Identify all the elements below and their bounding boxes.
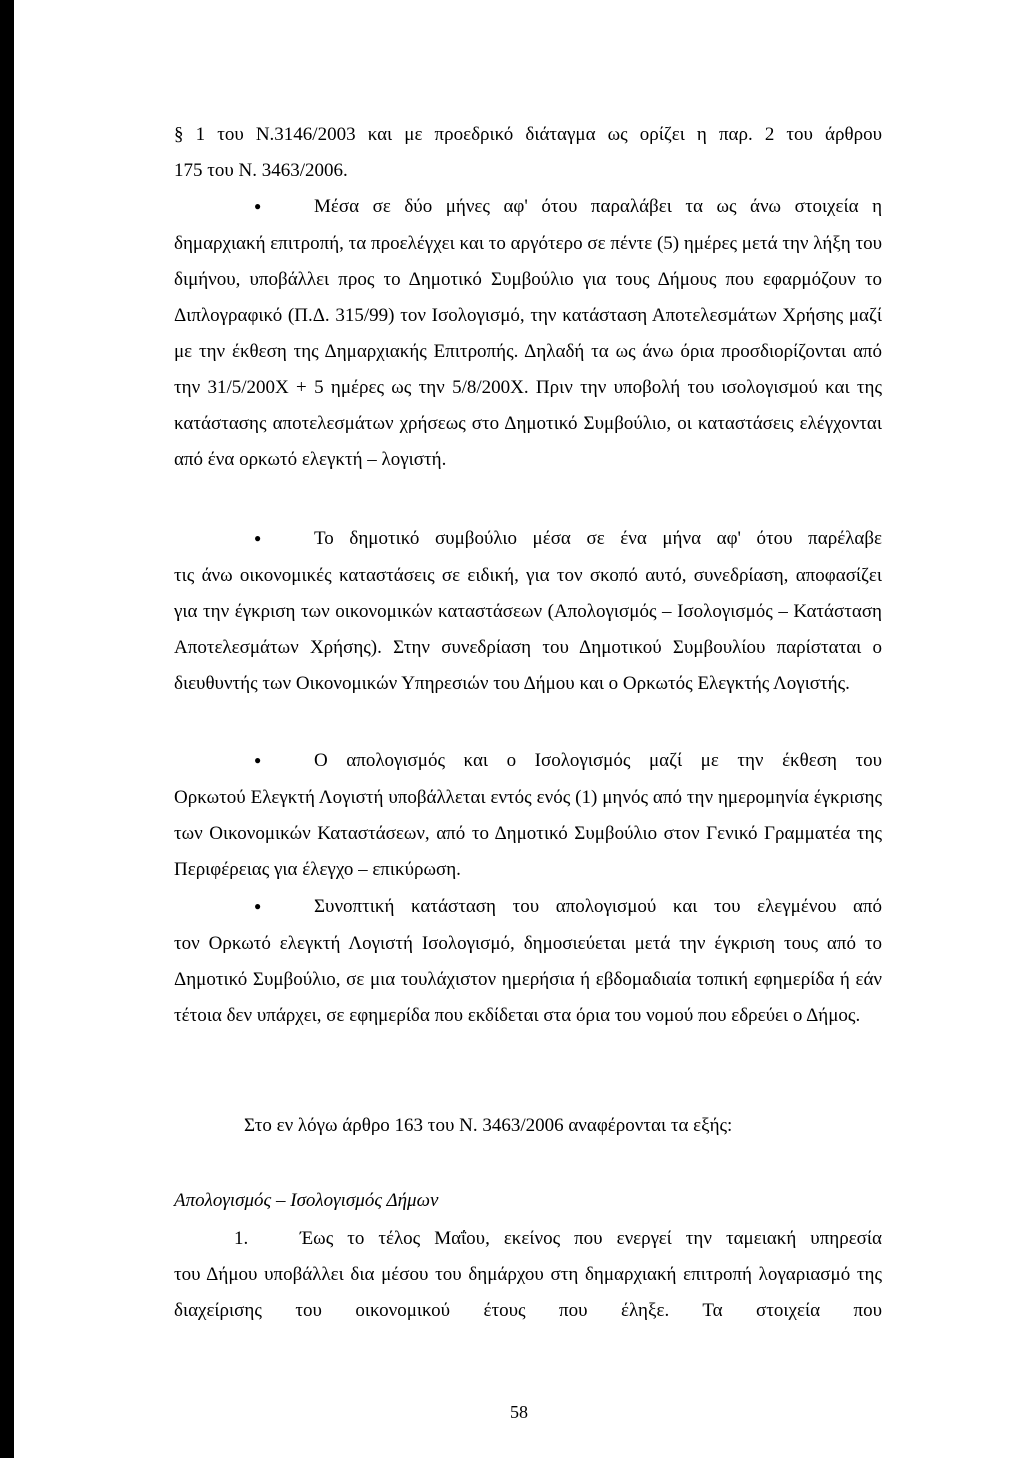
page-number: 58: [510, 1402, 528, 1422]
bullet-1-first-line: Μέσα σε δύο μήνες αφ' ότου παραλάβει τα ως άνω στοιχεία η: [314, 196, 882, 217]
item-1-first-line: Έως το τέλος Μαΐου, εκείνος που ενεργεί την ταμειακή υπηρεσία: [300, 1228, 882, 1249]
numbered-item-1: [174, 1221, 882, 1329]
item-1-number: 1.: [234, 1228, 249, 1249]
bullet-2-first-line: Το δημοτικό συμβούλιο μέσα σε ένα μήνα αφ' ότου παρέλαβε: [314, 528, 882, 549]
bullet-paragraph-3: [174, 743, 882, 888]
bullet-icon: ●: [254, 753, 262, 767]
bullet-icon: ●: [254, 531, 262, 545]
section-heading-block: [174, 1183, 882, 1219]
bullet-4-first-line: Συνοπτική κατάσταση του απολογισμού και του ελεγμένου από: [314, 896, 882, 917]
article-intro: [174, 1108, 882, 1144]
intro-paragraph: [174, 117, 882, 189]
bullet-3-body: Ορκωτού Ελεγκτή Λογιστή υποβάλλεται εντός ενός (1) μηνός από την ημερομηνία έγκρισης των Οικονομικών Καταστάσεων, από το Δημοτικό Συμβούλιο στον Γενικό Γραμματέα της Περιφέρειας για έλεγχο – επικύρωση.: [174, 787, 882, 880]
bullet-1-body: δημαρχιακή επιτροπή, τα προελέγχει και το αργότερο σε πέντε (5) ημέρες μετά την λήξη του διμήνου, υποβάλλει προς το Δημοτικό Συμβούλιο για τους Δήμους που εφαρμόζουν το Διπλογραφικό (Π.Δ. 315/99) τον Ισολογισμό, την κατάσταση Αποτελεσμάτων Χρήσης μαζί με την έκθεση της Δημαρχιακής Επιτροπής. Δηλαδή τα ως άνω όρια προσδιορίζονται από την 31/5/200Χ + 5 ημέρες ως την 5/8/200Χ. Πριν την υποβολή του ισολογισμού και της κατάστασης αποτελεσμάτων χρήσεως στο Δημοτικό Συμβούλιο, οι καταστάσεις ελέγχονται από ένα ορκωτό ελεγκτή – λογιστή.: [174, 233, 882, 470]
item-1-body: του Δήμου υποβάλλει δια μέσου του δημάρχου στη δημαρχιακή επιτροπή λογαριασμό της διαχείρισης του οικονομικού έτους που έληξε. Τα στοιχεία που: [174, 1264, 882, 1321]
section-heading: Απολογισμός – Ισολογισμός Δήμων: [174, 1190, 439, 1211]
article-intro-text: Στο εν λόγω άρθρο 163 του Ν. 3463/2006 αναφέρονται τα εξής:: [244, 1115, 733, 1136]
bullet-paragraph-2: [174, 521, 882, 702]
bullet-2-body: τις άνω οικονομικές καταστάσεις σε ειδική, για τον σκοπό αυτό, συνεδρίαση, αποφασίζει για την έγκριση των οικονομικών καταστάσεων (Απολογισμός – Ισολογισμός – Κατάσταση Αποτελεσμάτων Χρήσης). Στην συνεδρίαση του Δημοτικού Συμβουλίου παρίσταται ο διευθυντής των Οικονομικών Υπηρεσιών του Δήμου και ο Ορκωτός Ελεγκτής Λογιστής.: [174, 565, 882, 694]
bullet-4-body: τον Ορκωτό ελεγκτή Λογιστή Ισολογισμό, δημοσιεύεται μετά την έγκριση τους από το Δημοτικό Συμβούλιο, σε μια τουλάχιστον ημερήσια ή εβδομαδιαία τοπική εφημερίδα ή εάν τέτοια δεν υπάρχει, σε εφημερίδα που εκδίδεται στα όρια του νομού που εδρεύει ο Δήμος.: [174, 933, 882, 1026]
document-page: [14, 0, 1024, 1458]
intro-line-1: § 1 του Ν.3146/2003 και με προεδρικό διάταγμα ως ορίζει η παρ. 2 του άρθρου: [174, 124, 882, 145]
intro-line-2: 175 του Ν. 3463/2006.: [174, 160, 348, 181]
bullet-3-first-line: Ο απολογισμός και ο Ισολογισμός μαζί με την έκθεση του: [314, 750, 882, 771]
bullet-icon: ●: [254, 899, 262, 913]
bullet-paragraph-4: [174, 889, 882, 1034]
bullet-paragraph-1: [174, 189, 882, 478]
bullet-icon: ●: [254, 199, 262, 213]
